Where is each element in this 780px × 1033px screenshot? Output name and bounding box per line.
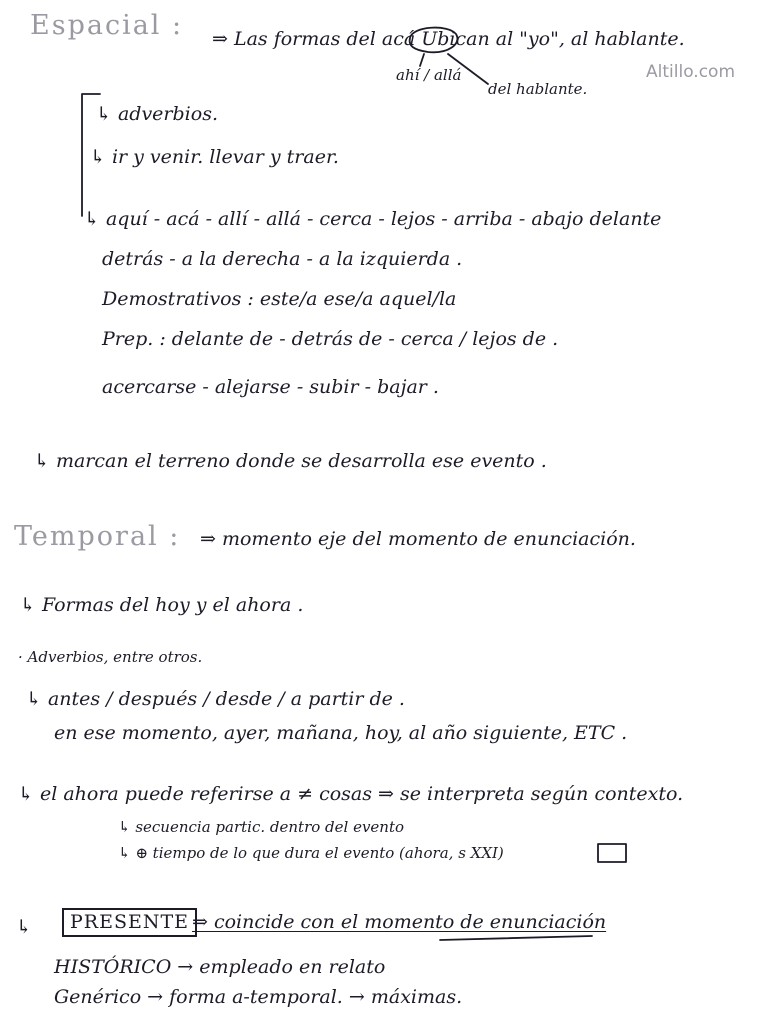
xxi-box-stroke	[598, 844, 626, 862]
presente-arrow: ↳	[16, 916, 32, 938]
presente-box: PRESENTE	[62, 908, 197, 937]
espacial-note-left: ahí / allá	[396, 66, 462, 84]
temporal-line-6: ↳ secuencia partic. dentro del evento	[118, 818, 405, 836]
generico-line: Genérico → forma a-temporal. → máximas.	[54, 986, 463, 1008]
temporal-line-3: ↳ antes / después / desde / a partir de .	[26, 688, 405, 710]
espacial-heading: Espacial :	[30, 10, 184, 41]
espacial-line-4: detrás - a la derecha - a la izquierda .	[102, 248, 463, 270]
arrow-stroke-left	[420, 54, 424, 66]
temporal-line-5: ↳ el ahora puede referirse a ≠ cosas ⇒ se interpreta según contexto.	[18, 783, 684, 805]
espacial-note-right: del hablante.	[488, 80, 588, 98]
temporal-line-1: ↳ Formas del hoy y el ahora .	[20, 594, 304, 616]
espacial-line-1: ↳ adverbios.	[96, 103, 218, 125]
presente-description: ⇒ coincide con el momento de enunciación	[192, 911, 607, 933]
espacial-line-6: Prep. : delante de - detrás de - cerca / lejos de .	[102, 328, 559, 350]
temporal-line-7: ↳ ⊕ tiempo de lo que dura el evento (ahora, s XXI)	[118, 844, 504, 862]
underline-stroke	[440, 936, 592, 940]
espacial-intro: ⇒ Las formas del acá Ubican al "yo", al hablante.	[212, 28, 685, 50]
espacial-line-8: ↳ marcan el terreno donde se desarrolla ese evento .	[34, 450, 547, 472]
espacial-line-7: acercarse - alejarse - subir - bajar .	[102, 376, 439, 398]
temporal-intro: ⇒ momento eje del momento de enunciación.	[200, 528, 636, 550]
historico-line: HISTÓRICO → empleado en relato	[54, 956, 386, 978]
espacial-line-3: ↳ aquí - acá - allí - allá - cerca - lejos - arriba - abajo delante	[84, 208, 662, 230]
watermark: Altillo.com	[646, 62, 736, 82]
temporal-line-4: en ese momento, ayer, mañana, hoy, al año siguiente, ETC .	[54, 722, 628, 744]
temporal-line-2: · Adverbios, entre otros.	[18, 648, 203, 666]
espacial-line-5: Demostrativos : este/a ese/a aquel/la	[102, 288, 457, 310]
temporal-heading: Temporal :	[14, 521, 181, 552]
espacial-line-2: ↳ ir y venir. llevar y traer.	[90, 146, 339, 168]
